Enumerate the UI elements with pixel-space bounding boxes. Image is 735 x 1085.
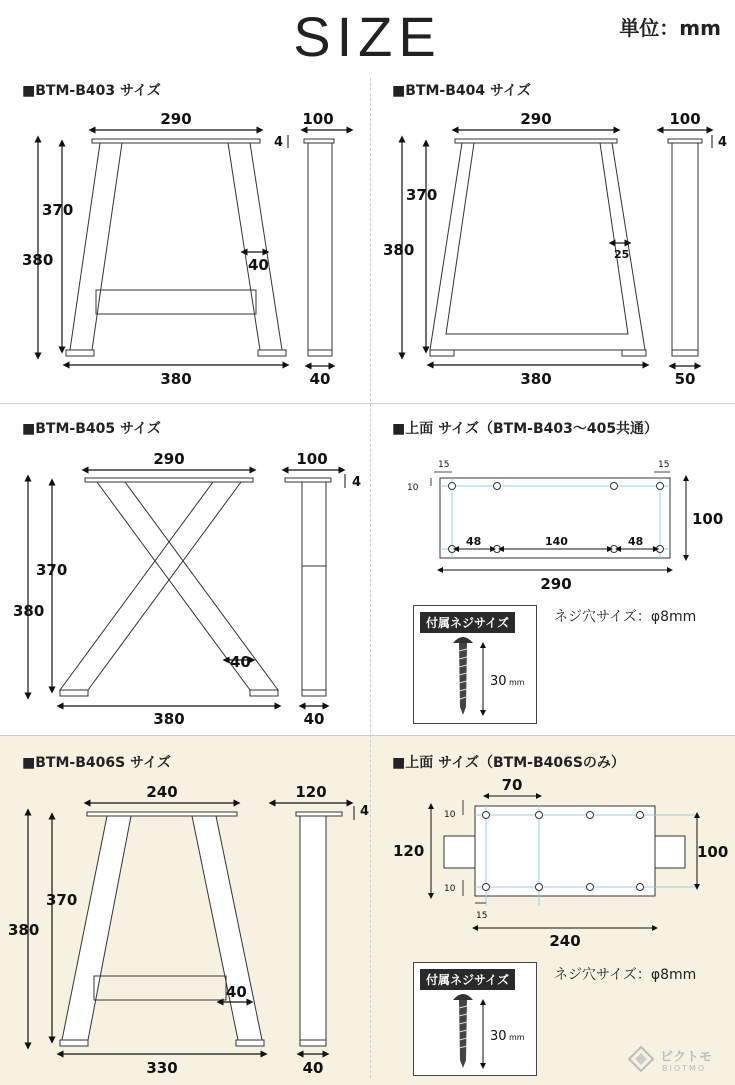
b405-bottom-width: 380 xyxy=(153,710,185,728)
top406-width: 240 xyxy=(549,932,581,950)
page-title: SIZE xyxy=(293,5,442,68)
screw-unit-2: mm xyxy=(509,1033,525,1042)
b405-title: ■BTM-B405 サイズ xyxy=(22,421,161,437)
top406-title: ■上面 サイズ（BTM-B406Sのみ） xyxy=(392,755,625,771)
screw-unit-1: mm xyxy=(509,678,525,687)
top403-spacing-48-left: 48 xyxy=(466,535,482,548)
top403-offset-15-left: 15 xyxy=(438,460,450,470)
b404-thickness: 25 xyxy=(614,248,630,261)
b406-height-total: 380 xyxy=(8,921,40,939)
screw-length-2: 30 xyxy=(490,1029,507,1044)
screw-icon-2 xyxy=(413,962,535,1074)
b404-side-top: 100 xyxy=(669,110,701,128)
b403-side-top: 100 xyxy=(302,110,334,128)
watermark-brand: ビクトモ xyxy=(660,1050,713,1065)
b406-bottom-width: 330 xyxy=(146,1059,178,1077)
top403-width: 290 xyxy=(540,575,572,593)
b406-plate: 4 xyxy=(360,804,370,819)
b403-side-bottom: 40 xyxy=(309,370,331,388)
b404-plate: 4 xyxy=(718,135,728,150)
b405-side-bottom: 40 xyxy=(303,710,325,728)
b405-height-inner: 370 xyxy=(36,561,68,579)
unit-label: 単位：mm xyxy=(619,16,721,40)
b404-side-bottom: 50 xyxy=(674,370,696,388)
b405-plate: 4 xyxy=(352,475,362,490)
top403-offset-10: 10 xyxy=(407,483,419,493)
b403-top-width: 290 xyxy=(160,110,192,128)
b405-side-top: 100 xyxy=(296,450,328,468)
b403-height-total: 380 xyxy=(22,251,54,269)
b406-side-top: 120 xyxy=(295,783,327,801)
top403-offset-15-right: 15 xyxy=(658,460,670,470)
b406-title: ■BTM-B406S サイズ xyxy=(22,755,171,771)
top403-height: 100 xyxy=(692,510,724,528)
top406-height-right: 100 xyxy=(697,843,729,861)
b405-height-total: 380 xyxy=(13,602,45,620)
top406-spacing-70: 70 xyxy=(501,776,523,794)
top406-offset-10-top: 10 xyxy=(444,810,456,820)
b405-top-width: 290 xyxy=(153,450,185,468)
watermark-sub: BIOTMO xyxy=(662,1064,707,1073)
b403-title: ■BTM-B403 サイズ xyxy=(22,83,161,99)
hole-size-2: ネジ穴サイズ：φ8mm xyxy=(554,967,697,983)
watermark-logo-icon xyxy=(628,1046,654,1072)
b404-top-width: 290 xyxy=(520,110,552,128)
b404-bottom-width: 380 xyxy=(520,370,552,388)
b406-thickness: 40 xyxy=(226,983,247,1001)
top406-height-left: 120 xyxy=(393,842,425,860)
top403-title: ■上面 サイズ（BTM-B403〜405共通） xyxy=(392,421,659,437)
b406-top-width: 240 xyxy=(146,783,178,801)
hole-size-1: ネジ穴サイズ：φ8mm xyxy=(554,609,697,625)
top403-spacing-140: 140 xyxy=(545,535,568,548)
screw-length-1: 30 xyxy=(490,674,507,689)
b403-thickness: 40 xyxy=(248,256,269,274)
top406-offset-15: 15 xyxy=(476,911,488,921)
top403-spacing-48-right: 48 xyxy=(628,535,644,548)
b403-bottom-width: 380 xyxy=(160,370,192,388)
b404-height-inner: 370 xyxy=(406,186,438,204)
top406-offset-10-bottom: 10 xyxy=(444,884,456,894)
b403-height-inner: 370 xyxy=(42,201,74,219)
b406-height-inner: 370 xyxy=(46,891,78,909)
screw-label-2: 付属ネジサイズ xyxy=(420,969,515,990)
b403-plate: 4 xyxy=(274,135,284,150)
screw-label-1: 付属ネジサイズ xyxy=(420,612,515,633)
b405-thickness: 40 xyxy=(230,653,251,671)
b406-side-bottom: 40 xyxy=(302,1059,324,1077)
b404-title: ■BTM-B404 サイズ xyxy=(392,83,531,99)
b404-height-total: 380 xyxy=(383,241,415,259)
